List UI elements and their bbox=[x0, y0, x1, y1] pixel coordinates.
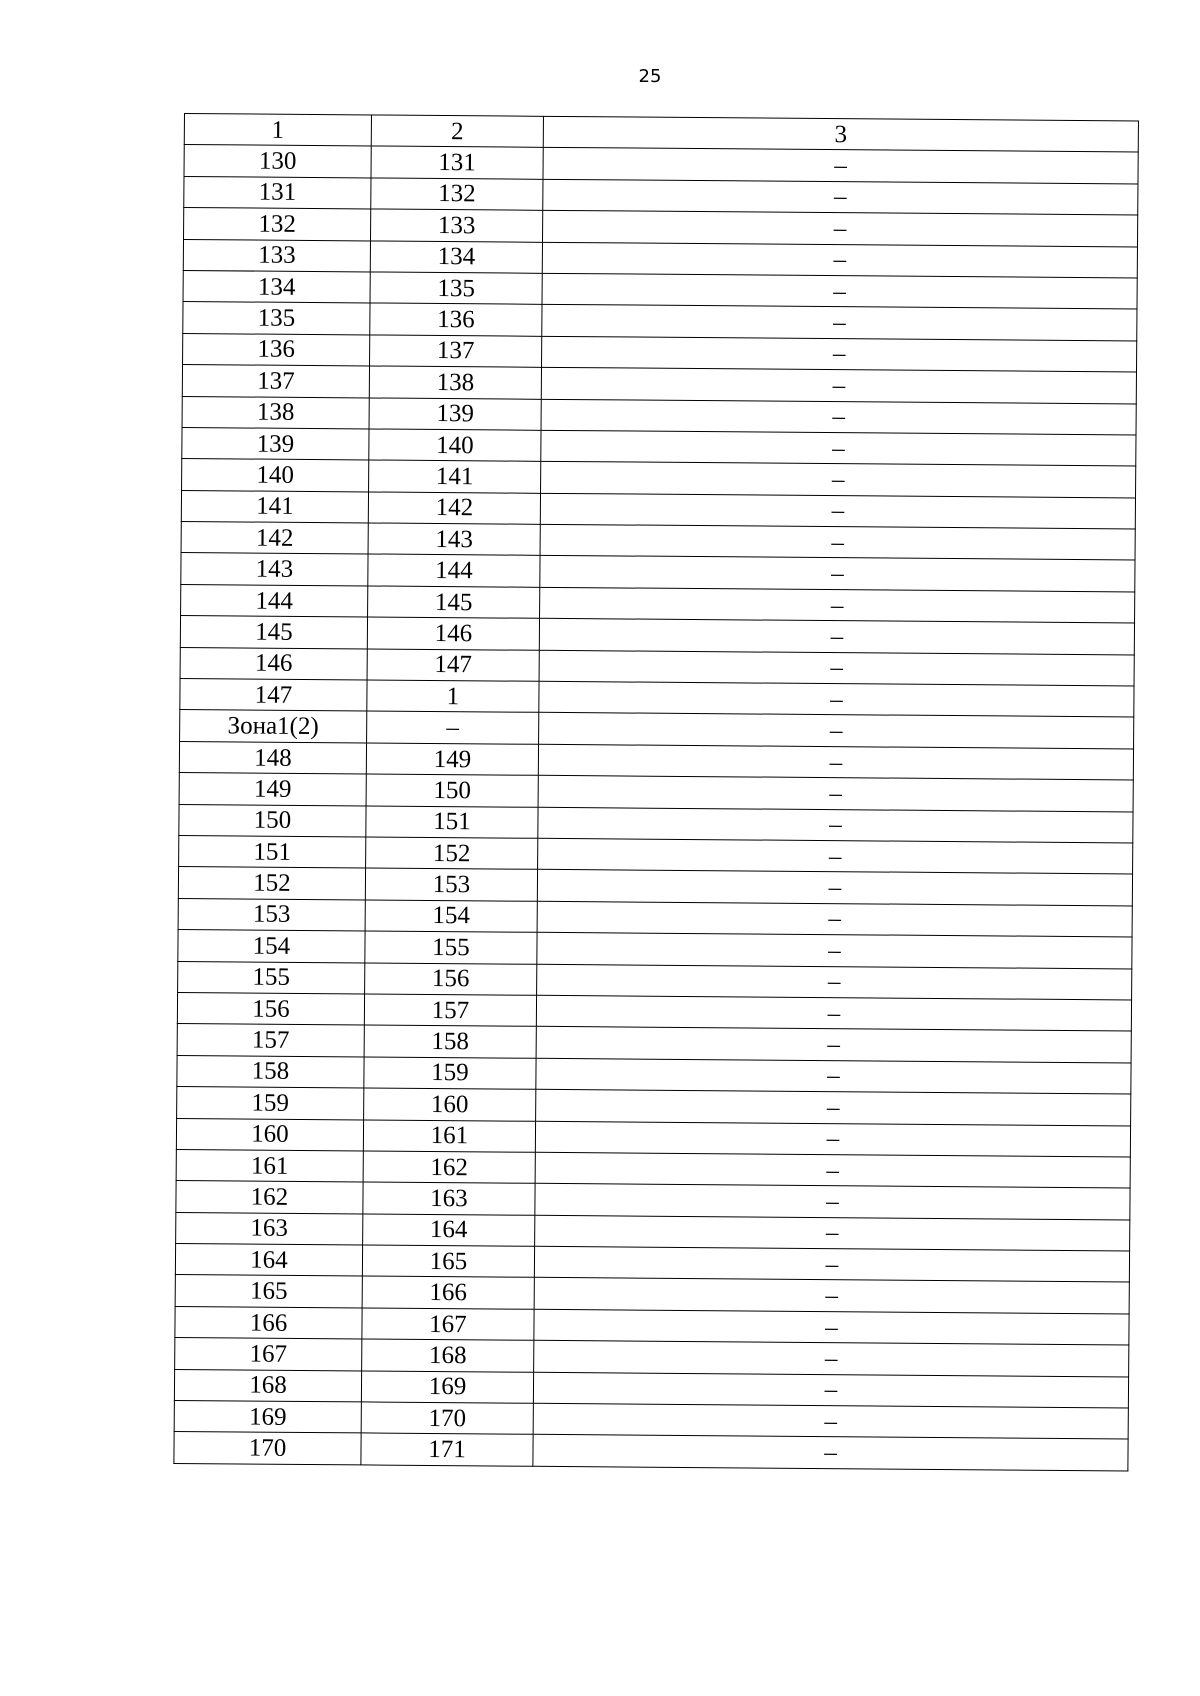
table-cell-col-1: 147 bbox=[180, 679, 367, 712]
table-cell-col-2: 160 bbox=[364, 1088, 536, 1121]
table-cell-col-1: 159 bbox=[177, 1087, 364, 1120]
table-cell-col-3: – bbox=[542, 336, 1137, 372]
table-cell-col-2: 141 bbox=[369, 460, 541, 493]
table-cell-col-3: – bbox=[538, 744, 1133, 780]
table-cell-col-1: 152 bbox=[178, 867, 365, 900]
table-cell-col-3: – bbox=[540, 556, 1135, 592]
table-cell-col-2: 132 bbox=[371, 178, 543, 211]
table-cell-col-3: – bbox=[542, 210, 1137, 246]
table-cell-col-1: 166 bbox=[175, 1306, 362, 1339]
table-cell-col-1: 164 bbox=[175, 1244, 362, 1277]
table-cell-col-1: 144 bbox=[181, 584, 368, 617]
column-header-2: 2 bbox=[371, 115, 543, 148]
table-cell-col-1: 146 bbox=[180, 647, 367, 680]
table-cell-col-2: 143 bbox=[368, 523, 540, 556]
table-cell-col-3: – bbox=[538, 838, 1133, 874]
table-cell-col-3: – bbox=[541, 367, 1136, 403]
table-cell-col-3: – bbox=[535, 1215, 1130, 1251]
table-cell-col-2: 157 bbox=[364, 994, 536, 1027]
table-cell-col-1: 148 bbox=[179, 741, 366, 774]
table-cell-col-1: 130 bbox=[184, 145, 371, 178]
table-cell-col-1: 160 bbox=[176, 1118, 363, 1151]
table-cell-col-1: 140 bbox=[182, 459, 369, 492]
table-cell-col-2: 1 bbox=[367, 680, 539, 713]
table-cell-col-3: – bbox=[536, 995, 1131, 1031]
table-cell-col-2: 159 bbox=[364, 1057, 536, 1090]
table-cell-col-3: – bbox=[538, 776, 1133, 812]
table-cell-col-1: 142 bbox=[181, 522, 368, 555]
table-cell-col-1: 143 bbox=[181, 553, 368, 586]
table-cell-col-1: 170 bbox=[174, 1432, 361, 1465]
table-cell-col-2: 166 bbox=[362, 1276, 534, 1309]
table-cell-col-2: 158 bbox=[364, 1025, 536, 1058]
table-cell-col-1: 162 bbox=[176, 1181, 363, 1214]
table-cell-col-1: 139 bbox=[182, 427, 369, 460]
table-cell-col-2: 149 bbox=[366, 743, 538, 776]
table-cell-col-3: – bbox=[535, 1152, 1130, 1188]
table-cell-col-3: – bbox=[541, 399, 1136, 435]
table-cell-col-1: 158 bbox=[177, 1055, 364, 1088]
table-cell-col-1: 137 bbox=[182, 365, 369, 398]
table-cell-col-1: 136 bbox=[183, 333, 370, 366]
table-cell-col-1: 165 bbox=[175, 1275, 362, 1308]
table-cell-col-2: 144 bbox=[368, 554, 540, 587]
table-cell-col-1: 154 bbox=[178, 930, 365, 963]
table-cell-col-2: 165 bbox=[362, 1245, 534, 1278]
table-cell-col-3: – bbox=[543, 148, 1138, 184]
table-cell-col-1: 138 bbox=[182, 396, 369, 429]
table-cell-col-1: 157 bbox=[177, 1024, 364, 1057]
table-cell-col-3: – bbox=[539, 681, 1134, 717]
table-cell-col-2: 140 bbox=[369, 429, 541, 462]
table-cell-col-3: – bbox=[533, 1435, 1128, 1471]
column-header-1: 1 bbox=[184, 114, 371, 147]
table-cell-col-2: – bbox=[367, 711, 539, 744]
table-cell-col-3: – bbox=[539, 619, 1134, 655]
table-cell-col-3: – bbox=[539, 650, 1134, 686]
table-row bbox=[174, 1432, 1128, 1471]
page-number: 25 bbox=[638, 66, 662, 87]
table-cell-col-2: 145 bbox=[368, 586, 540, 619]
table-cell-col-3: – bbox=[534, 1246, 1129, 1282]
table-cell-col-2: 168 bbox=[362, 1339, 534, 1372]
table-cell-col-1: Зона1(2) bbox=[180, 710, 367, 743]
data-table bbox=[173, 113, 1139, 1471]
table-cell-col-1: 155 bbox=[178, 961, 365, 994]
table-cell-col-3: – bbox=[538, 807, 1133, 843]
table-cell-col-3: – bbox=[537, 870, 1132, 906]
table-cell-col-2: 138 bbox=[369, 366, 541, 399]
table-cell-col-1: 141 bbox=[181, 490, 368, 523]
table-cell-col-3: – bbox=[533, 1403, 1128, 1439]
table-cell-col-1: 133 bbox=[183, 239, 370, 272]
table-cell-col-3: – bbox=[535, 1184, 1130, 1220]
table-cell-col-3: – bbox=[540, 493, 1135, 529]
table-cell-col-2: 171 bbox=[361, 1433, 533, 1466]
table-cell-col-2: 137 bbox=[370, 335, 542, 368]
table-cell-col-1: 156 bbox=[177, 992, 364, 1025]
table-cell-col-3: – bbox=[533, 1372, 1128, 1408]
table-body bbox=[174, 114, 1139, 1471]
table-cell-col-3: – bbox=[542, 273, 1137, 309]
table-cell-col-2: 152 bbox=[366, 837, 538, 870]
table-cell-col-3: – bbox=[542, 242, 1137, 278]
table-cell-col-3: – bbox=[537, 964, 1132, 1000]
table-cell-col-3: – bbox=[536, 1058, 1131, 1094]
table-cell-col-2: 139 bbox=[369, 397, 541, 430]
table-cell-col-3: – bbox=[535, 1121, 1130, 1157]
table-cell-col-3: – bbox=[536, 1089, 1131, 1125]
table-cell-col-2: 131 bbox=[371, 146, 543, 179]
table-cell-col-2: 163 bbox=[363, 1182, 535, 1215]
table-cell-col-1: 151 bbox=[179, 835, 366, 868]
table-cell-col-2: 136 bbox=[370, 303, 542, 336]
table-cell-col-2: 164 bbox=[363, 1214, 535, 1247]
table-cell-col-2: 153 bbox=[365, 868, 537, 901]
table-cell-col-2: 169 bbox=[361, 1371, 533, 1404]
table-cell-col-3: – bbox=[541, 462, 1136, 498]
table-cell-col-1: 145 bbox=[180, 616, 367, 649]
table-cell-col-1: 135 bbox=[183, 302, 370, 335]
table-cell-col-1: 168 bbox=[174, 1369, 361, 1402]
table-cell-col-1: 150 bbox=[179, 804, 366, 837]
table-cell-col-1: 134 bbox=[183, 270, 370, 303]
table-cell-col-2: 142 bbox=[368, 492, 540, 525]
table-cell-col-1: 161 bbox=[176, 1149, 363, 1182]
table-cell-col-3: – bbox=[534, 1341, 1129, 1377]
table-cell-col-3: – bbox=[534, 1278, 1129, 1314]
table-cell-col-1: 132 bbox=[184, 208, 371, 241]
table-cell-col-2: 155 bbox=[365, 931, 537, 964]
table-cell-col-1: 163 bbox=[176, 1212, 363, 1245]
table-cell-col-3: – bbox=[543, 179, 1138, 215]
table-cell-col-2: 156 bbox=[365, 962, 537, 995]
table-cell-col-2: 150 bbox=[366, 774, 538, 807]
column-header-3: 3 bbox=[543, 116, 1138, 152]
table-cell-col-3: – bbox=[540, 524, 1135, 560]
table-cell-col-3: – bbox=[536, 1027, 1131, 1063]
table-cell-col-2: 162 bbox=[363, 1151, 535, 1184]
table-cell-col-2: 133 bbox=[371, 209, 543, 242]
table-cell-col-3: – bbox=[542, 305, 1137, 341]
table-cell-col-3: – bbox=[541, 430, 1136, 466]
table-cell-col-2: 146 bbox=[367, 617, 539, 650]
table-cell-col-3: – bbox=[540, 587, 1135, 623]
table-cell-col-2: 147 bbox=[367, 649, 539, 682]
table-cell-col-1: 153 bbox=[178, 898, 365, 931]
table-cell-col-3: – bbox=[537, 901, 1132, 937]
table-cell-col-3: – bbox=[539, 713, 1134, 749]
table-cell-col-3: – bbox=[537, 932, 1132, 968]
table-cell-col-2: 134 bbox=[370, 241, 542, 274]
table-cell-col-2: 135 bbox=[370, 272, 542, 305]
table-cell-col-1: 131 bbox=[184, 176, 371, 209]
table-cell-col-1: 169 bbox=[174, 1400, 361, 1433]
table-cell-col-2: 167 bbox=[362, 1308, 534, 1341]
table-cell-col-2: 151 bbox=[366, 806, 538, 839]
table-cell-col-2: 161 bbox=[363, 1119, 535, 1152]
table-cell-col-1: 149 bbox=[179, 773, 366, 806]
table-cell-col-2: 154 bbox=[365, 900, 537, 933]
table-cell-col-3: – bbox=[534, 1309, 1129, 1345]
table-cell-col-2: 170 bbox=[361, 1402, 533, 1435]
table-cell-col-1: 167 bbox=[175, 1338, 362, 1371]
